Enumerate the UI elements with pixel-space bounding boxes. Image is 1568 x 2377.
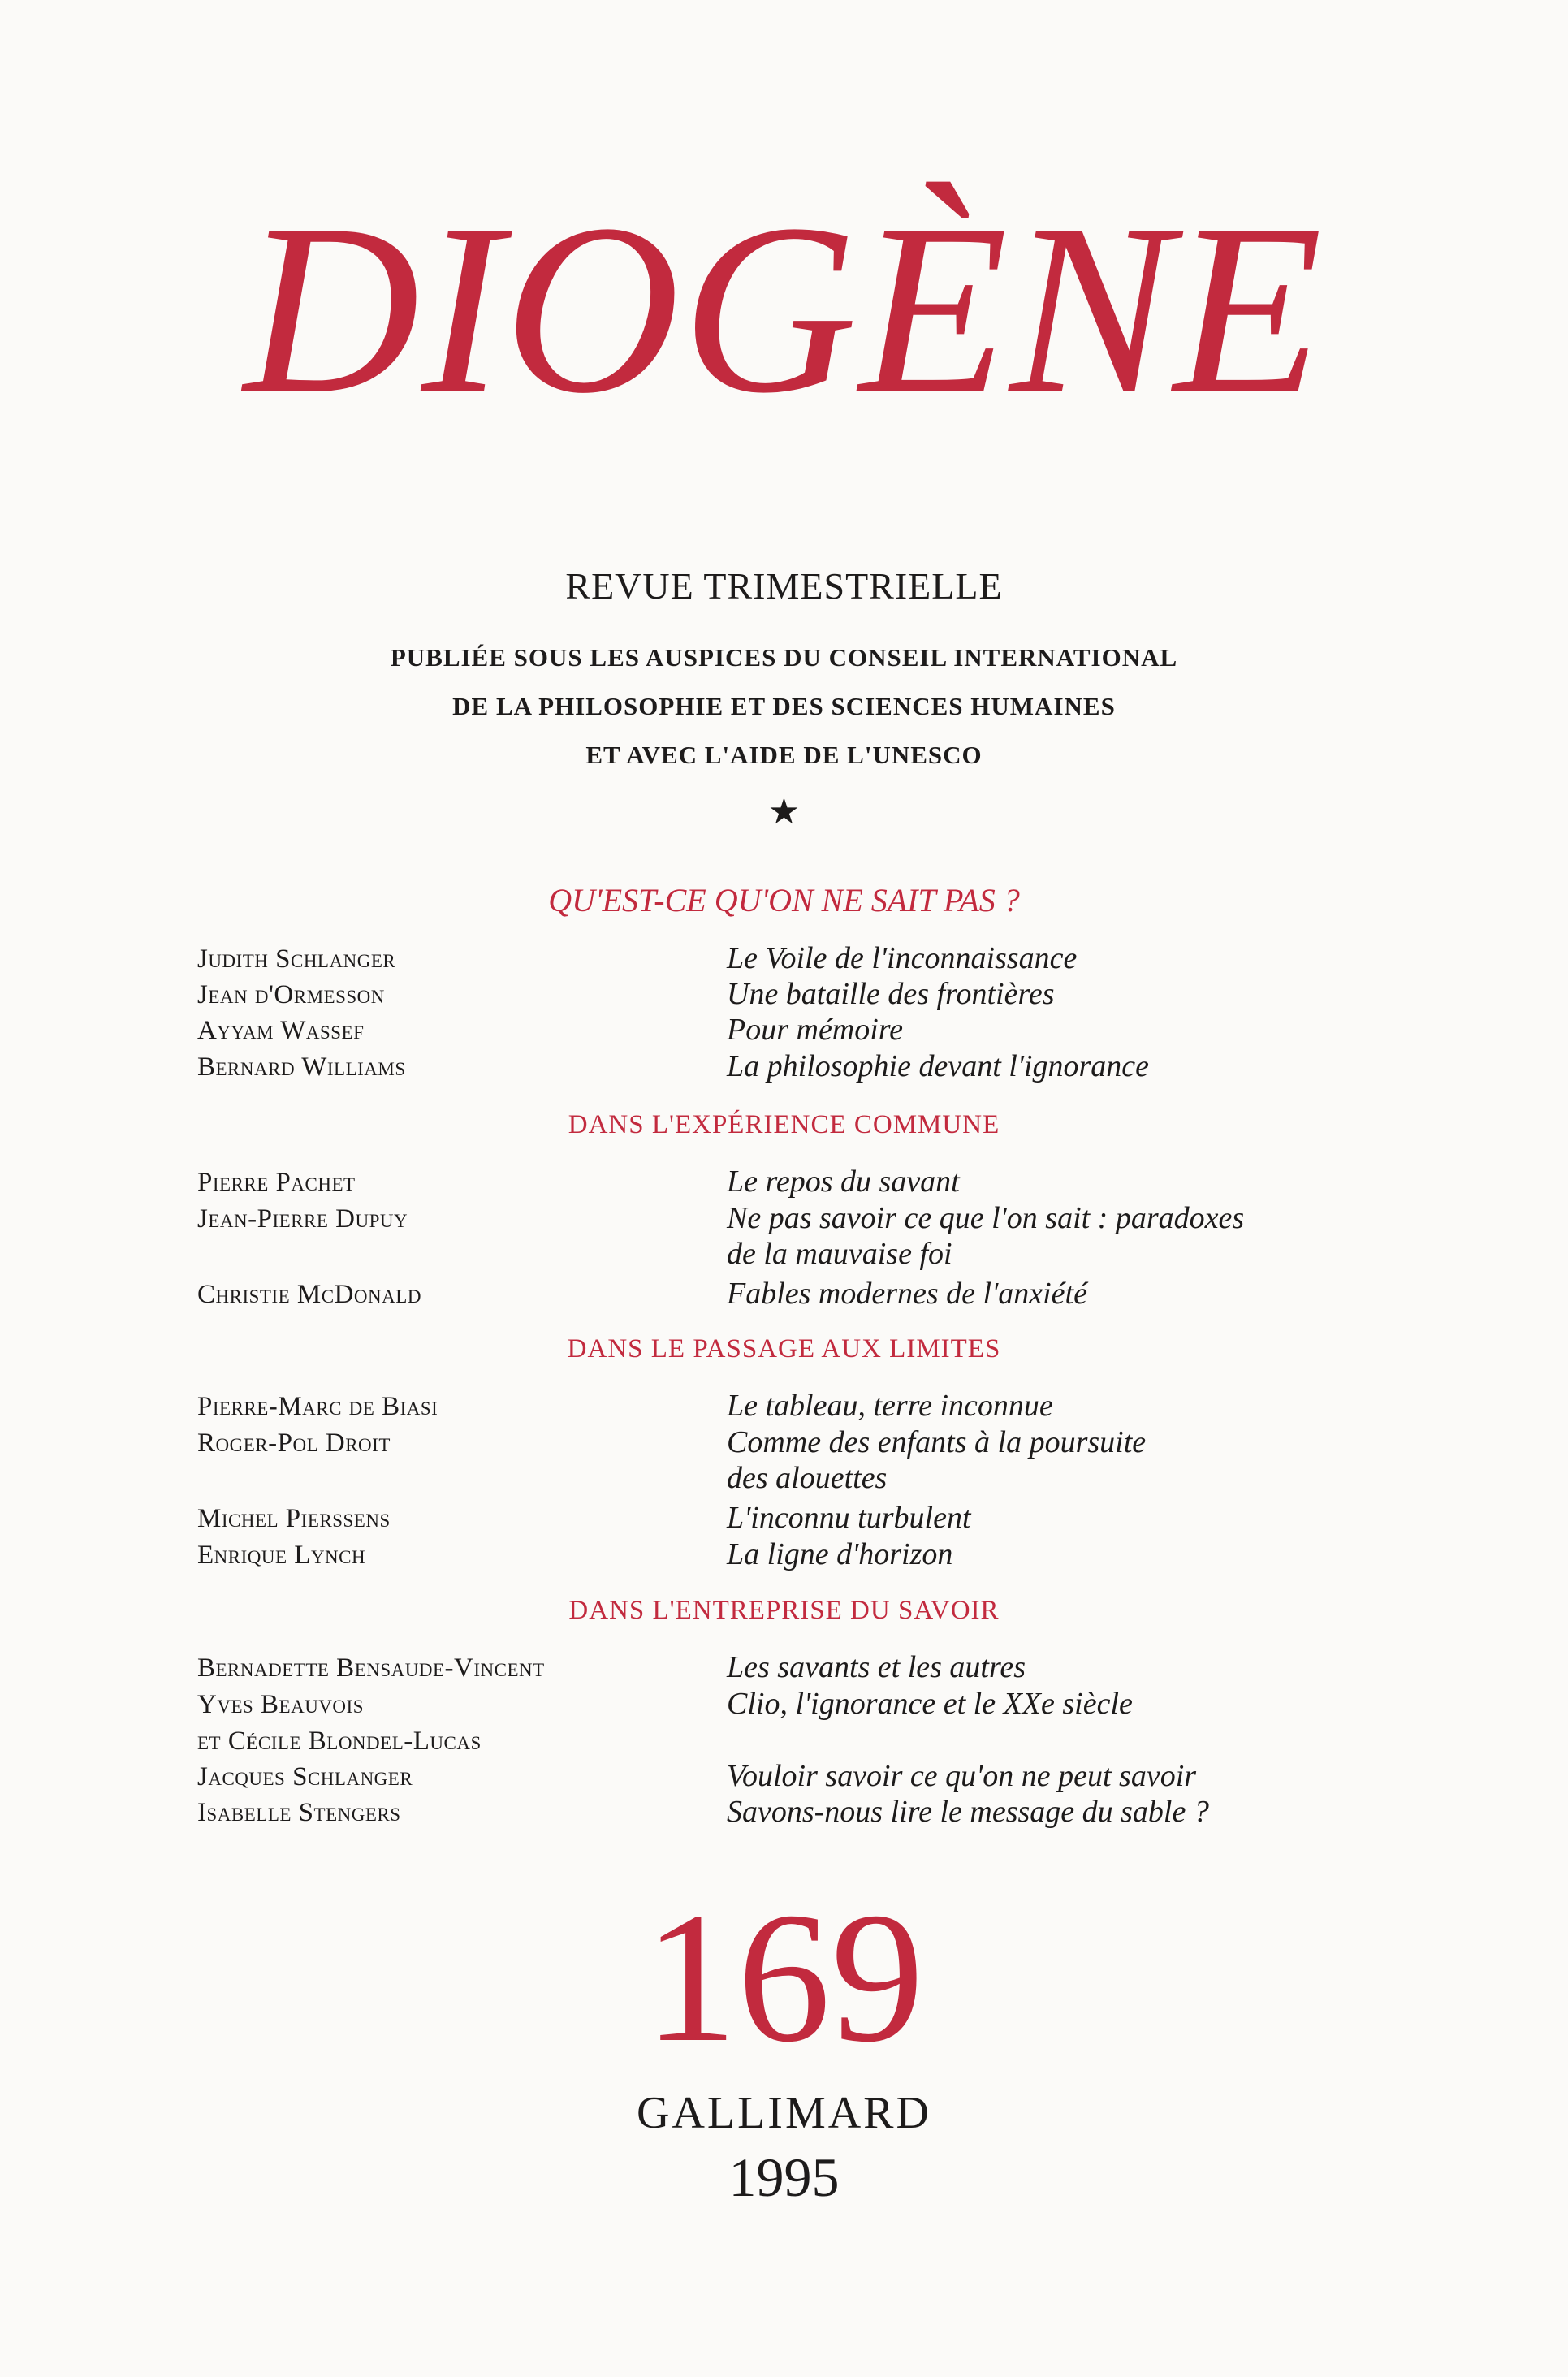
author-name: Judith Schlanger (197, 944, 396, 974)
article-title: La ligne d'horizon (727, 1537, 953, 1571)
author-name: Bernard Williams (197, 1052, 406, 1082)
article-title: Savons-nous lire le message du sable ? (727, 1795, 1209, 1829)
article-title: L'inconnu turbulent (727, 1501, 971, 1535)
publisher-line-2: DE LA PHILOSOPHIE ET DES SCIENCES HUMAINES (452, 692, 1116, 720)
issue-theme: QU'EST-CE QU'ON NE SAIT PAS ? (548, 882, 1020, 918)
author-name: Jean d'Ormesson (197, 980, 385, 1009)
article-title: Pour mémoire (727, 1013, 904, 1047)
article-title: Le tableau, terre inconnue (727, 1389, 1053, 1423)
article-title-continued: de la mauvaise foi (727, 1237, 952, 1271)
author-name: Pierre Pachet (197, 1168, 356, 1197)
author-name: Bernadette Bensaude-Vincent (197, 1653, 545, 1683)
section-heading: DANS L'EXPÉRIENCE COMMUNE (568, 1110, 1000, 1139)
author-name: Christie McDonald (197, 1280, 421, 1309)
publication-year: 1995 (728, 2146, 840, 2208)
issue-number: 169 (644, 1874, 924, 2081)
author-name: Ayyam Wassef (197, 1016, 365, 1045)
article-title: Fables modernes de l'anxiété (727, 1277, 1087, 1311)
author-name: Yves Beauvois (197, 1690, 364, 1719)
article-title: Vouloir savoir ce qu'on ne peut savoir (727, 1759, 1197, 1793)
publisher-line-1: PUBLIÉE SOUS LES AUSPICES DU CONSEIL INTERNATIONAL (390, 643, 1178, 672)
star-icon: ★ (767, 792, 801, 832)
author-name: Isabelle Stengers (197, 1798, 401, 1827)
publisher-line-3: ET AVEC L'AIDE DE L'UNESCO (585, 741, 983, 769)
magazine-subtitle: REVUE TRIMESTRIELLE (565, 565, 1003, 607)
section-heading: DANS LE PASSAGE AUX LIMITES (567, 1334, 1001, 1364)
article-title: Clio, l'ignorance et le XXe siècle (727, 1687, 1133, 1721)
author-name: Pierre-Marc de Biasi (197, 1392, 438, 1421)
author-name: Michel Pierssens (197, 1504, 391, 1533)
author-name-continued: et Cécile Blondel-Lucas (197, 1727, 482, 1756)
author-name: Jean-Pierre Dupuy (197, 1204, 408, 1234)
article-title: Le repos du savant (727, 1165, 960, 1199)
article-title: Une bataille des frontières (727, 977, 1055, 1011)
article-title: Ne pas savoir ce que l'on sait : paradoxes (727, 1201, 1245, 1235)
article-title: Les savants et les autres (727, 1650, 1026, 1684)
magazine-title: DIOGÈNE (244, 174, 1324, 443)
author-name: Roger-Pol Droit (197, 1428, 391, 1458)
author-name: Enrique Lynch (197, 1541, 366, 1570)
article-title: La philosophie devant l'ignorance (727, 1049, 1150, 1083)
article-title: Le Voile de l'inconnaissance (727, 941, 1078, 975)
article-title: Comme des enfants à la poursuite (727, 1425, 1147, 1459)
publisher-name: GALLIMARD (637, 2088, 931, 2138)
author-name: Jacques Schlanger (197, 1762, 413, 1791)
section-heading: DANS L'ENTREPRISE DU SAVOIR (568, 1596, 1000, 1625)
article-title-continued: des alouettes (727, 1461, 888, 1495)
